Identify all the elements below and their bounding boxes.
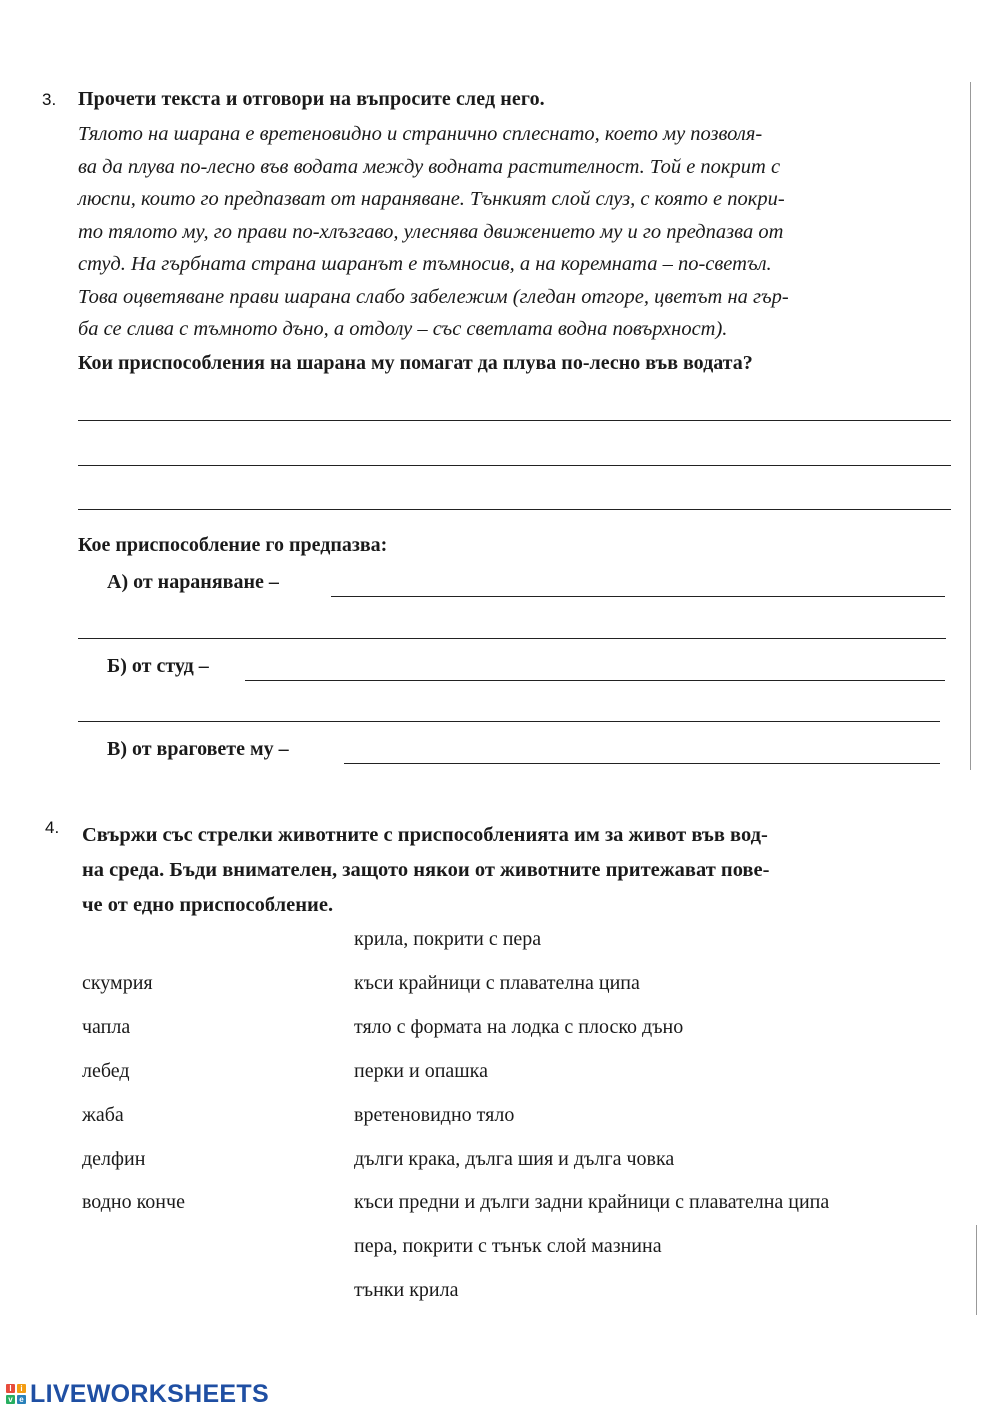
passage-line: Това оцветяване прави шарана слабо забележим (гледан отгоре, цветът на гър- xyxy=(78,285,789,308)
adaptation-item[interactable]: дълги крака, дълга шия и дълга човка xyxy=(354,1148,675,1170)
answer-line-swimming-1[interactable] xyxy=(78,420,951,421)
animal-item[interactable]: лебед xyxy=(82,1060,130,1082)
adaptation-item[interactable]: къси предни и дълги задни крайници с плавателна ципа xyxy=(354,1191,830,1213)
answer-line-swimming-2[interactable] xyxy=(78,465,951,466)
sub-question-injury: А) от нараняване – xyxy=(107,571,279,593)
passage-line: то тялото му, го прави по-хлъзгаво, улеснява движението му и го предпазва от xyxy=(78,220,784,243)
animal-item[interactable]: делфин xyxy=(82,1148,146,1170)
task3-question-protection: Кое приспособление го предпазва: xyxy=(78,534,388,556)
task4-title-line: че от едно приспособление. xyxy=(82,894,334,916)
scan-edge-rule-lower xyxy=(976,1225,977,1315)
animal-item[interactable]: скумрия xyxy=(82,972,153,994)
passage-line: студ. На гърбната страна шаранът е тъмносив, а на коремната – по-светъл. xyxy=(78,253,772,275)
passage-line: люспи, които го предпазват от нараняване. Тънкият слой слуз, с която е покри- xyxy=(78,188,785,210)
passage-line: Тялото на шарана е вретеновидно и странично сплеснато, което му позволя- xyxy=(78,123,763,145)
answer-line-injury[interactable] xyxy=(331,596,945,597)
scan-edge-rule-upper xyxy=(970,82,971,770)
animal-item[interactable]: водно конче xyxy=(82,1191,185,1213)
answer-line-cold-2[interactable] xyxy=(78,721,940,722)
adaptation-item[interactable]: пера, покрити с тънък слой мазнина xyxy=(354,1235,662,1257)
passage-line: ва да плува по-лесно във водата между водната растителност. Той е покрит с xyxy=(78,155,781,178)
answer-line-injury-2[interactable] xyxy=(78,638,946,639)
task3-question-swimming: Кои приспособления на шарана му помагат да плува по-лесно във водата? xyxy=(78,352,753,374)
answer-line-cold[interactable] xyxy=(245,680,945,681)
task4-title-line: Свържи със стрелки животните с приспособленията им за живот във вод- xyxy=(82,824,768,846)
liveworksheets-logo[interactable] xyxy=(6,1381,269,1407)
answer-line-swimming-3[interactable] xyxy=(78,509,951,510)
task3-number: 3. xyxy=(42,90,57,109)
task4-title xyxy=(82,818,982,923)
task3-title: Прочети текста и отговори на въпросите след него. xyxy=(78,88,545,110)
logo-mark-letter: l xyxy=(6,1384,15,1393)
adaptation-item[interactable]: тяло с формата на лодка с плоско дъно xyxy=(354,1016,684,1038)
logo-mark-letter: e xyxy=(17,1395,26,1404)
adaptation-item[interactable]: крила, покрити с пера xyxy=(354,928,542,950)
adaptation-item[interactable]: тънки крила xyxy=(354,1279,459,1301)
passage-line: ба се слива с тъмното дъно, а отдолу – със светлата водна повърхност). xyxy=(78,318,728,340)
logo-text: LIVEWORKSHEETS xyxy=(30,1379,269,1408)
adaptation-item[interactable]: къси крайници с плавателна ципа xyxy=(354,972,640,994)
task4-number: 4. xyxy=(45,818,60,837)
logo-mark-letter: i xyxy=(17,1384,26,1393)
task4-title-line: на среда. Бъди внимателен, защото някои от животните притежават пове- xyxy=(82,859,770,881)
logo-mark-letter: v xyxy=(6,1395,15,1404)
logo-mark-icon xyxy=(6,1384,26,1404)
adaptation-item[interactable]: вретеновидно тяло xyxy=(354,1104,515,1126)
task3-passage xyxy=(78,118,958,346)
animal-item[interactable]: чапла xyxy=(82,1016,131,1038)
animal-item[interactable]: жаба xyxy=(82,1104,124,1126)
answer-line-enemies[interactable] xyxy=(344,763,940,764)
adaptation-item[interactable]: перки и опашка xyxy=(354,1060,488,1082)
sub-question-enemies: В) от враговете му – xyxy=(107,738,289,760)
sub-question-cold: Б) от студ – xyxy=(107,655,209,677)
